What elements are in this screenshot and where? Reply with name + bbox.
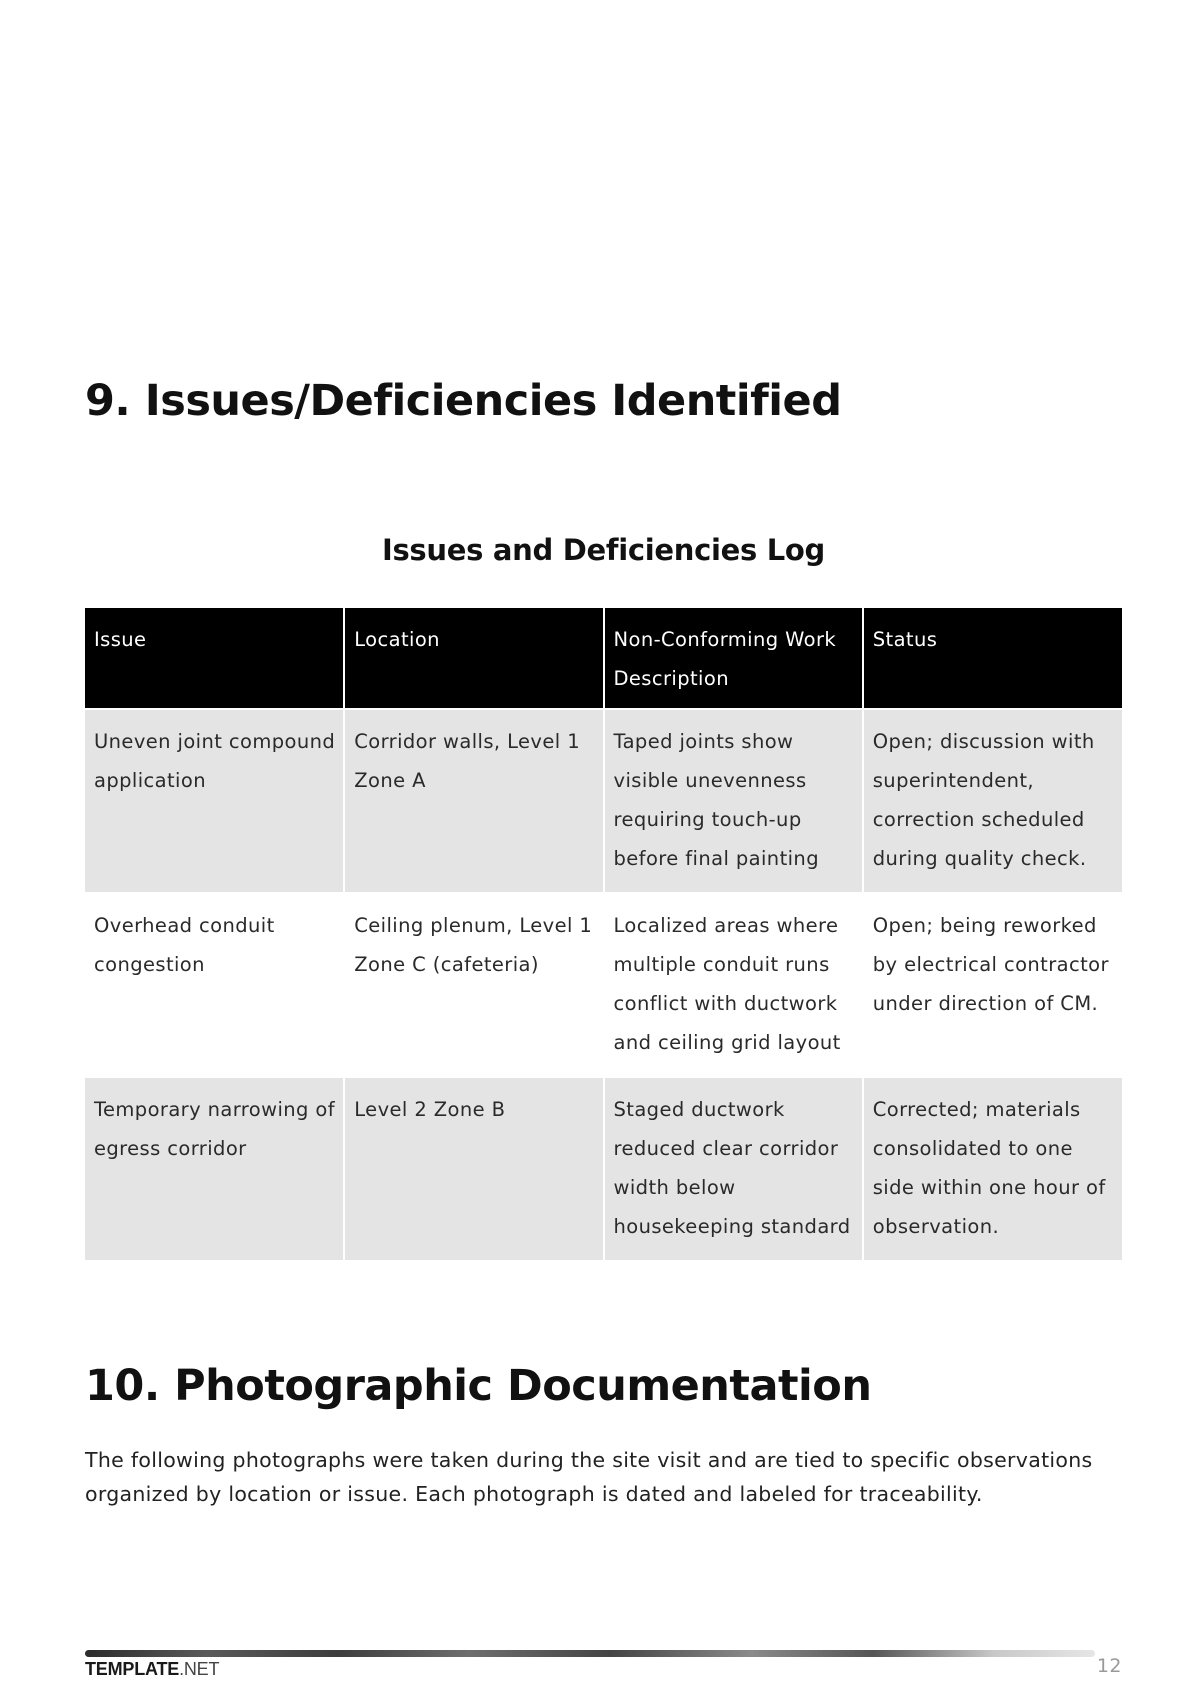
- header-issue: Issue: [85, 608, 344, 709]
- cell-description: Taped joints show visible unevenness requiring touch-up before final painting: [604, 709, 863, 893]
- table-caption: Issues and Deficiencies Log: [381, 533, 825, 567]
- section-10-paragraph: The following photographs were taken during the site visit and are tied to specific observations organized by location or issue. Each photograph is dated and labeled for traceability.: [85, 1448, 1093, 1506]
- table-row: [85, 1077, 1122, 1260]
- cell-description: Localized areas where multiple conduit runs conflict with ductwork and ceiling grid layout: [604, 893, 863, 1077]
- cell-location: Corridor walls, Level 1 Zone A: [344, 709, 603, 893]
- issues-log-table: [85, 608, 1122, 1260]
- table-row: [85, 709, 1122, 893]
- table-row: [85, 893, 1122, 1077]
- cell-issue: Temporary narrowing of egress corridor: [85, 1077, 344, 1260]
- cell-status: Open; being reworked by electrical contractor under direction of CM.: [863, 893, 1122, 1077]
- cell-location: Ceiling plenum, Level 1 Zone C (cafeteria): [344, 893, 603, 1077]
- brand-logo-suffix: .NET: [179, 1659, 220, 1679]
- header-description: Non-Conforming Work Description: [604, 608, 863, 709]
- section-9-heading: 9. Issues/Deficiencies Identified: [85, 376, 842, 426]
- section-10-heading: 10. Photographic Documentation: [85, 1361, 872, 1411]
- table-header-row: [85, 608, 1122, 709]
- brand-logo-bold: TEMPLATE: [85, 1659, 180, 1679]
- brand-logo: [85, 1659, 219, 1680]
- footer-image-strip: [85, 1650, 1095, 1657]
- cell-status: Open; discussion with superintendent, correction scheduled during quality check.: [863, 709, 1122, 893]
- cell-issue: Overhead conduit congestion: [85, 893, 344, 1077]
- header-status: Status: [863, 608, 1122, 709]
- page-number: 12: [1096, 1655, 1122, 1677]
- header-location: Location: [344, 608, 603, 709]
- cell-issue: Uneven joint compound application: [85, 709, 344, 893]
- cell-status: Corrected; materials consolidated to one side within one hour of observation.: [863, 1077, 1122, 1260]
- cell-description: Staged ductwork reduced clear corridor width below housekeeping standard: [604, 1077, 863, 1260]
- cell-location: Level 2 Zone B: [344, 1077, 603, 1260]
